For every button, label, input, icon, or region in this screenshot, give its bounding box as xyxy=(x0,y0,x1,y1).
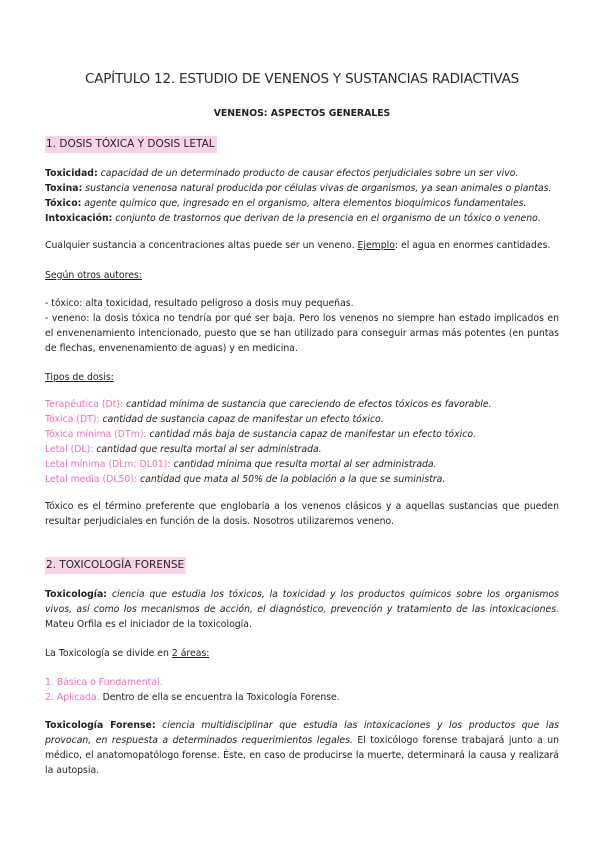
definition-term: Toxicidad: xyxy=(45,168,98,179)
section-1-heading: 1. DOSIS TÓXICA Y DOSIS LETAL xyxy=(45,136,217,153)
toxicologia-term: Toxicología: xyxy=(45,589,107,600)
areas-list xyxy=(45,675,559,705)
dose-term: Letal mínima (DLm; DL01): xyxy=(45,459,171,470)
definition-text: sustancia venenosa natural producida por células vivas de organismos, ya sean animales o plantas. xyxy=(85,183,552,194)
dose-term: Tóxica mínima (DTm): xyxy=(45,429,147,440)
definition-item xyxy=(45,181,559,196)
example-text-pre: Cualquier sustancia a concentraciones altas puede ser un veneno. xyxy=(45,240,358,251)
dose-text: cantidad mínima de sustancia que careciendo de efectos tóxicos es favorable. xyxy=(126,399,492,410)
chapter-title: CAPÍTULO 12. ESTUDIO DE VENENOS Y SUSTANCIAS RADIACTIVAS xyxy=(84,71,519,87)
dose-text: cantidad que mata al 50% de la población a la que se suministra. xyxy=(140,474,446,485)
doses-label xyxy=(45,370,559,385)
dose-text: cantidad que resulta mortal al ser administrada. xyxy=(96,444,322,455)
dose-term: Terapéutica (Dt): xyxy=(45,399,124,410)
dose-item xyxy=(45,472,559,487)
definitions-list xyxy=(45,166,559,226)
area-label: 2. Aplicada. xyxy=(45,692,100,703)
dose-item xyxy=(45,457,559,472)
definition-item xyxy=(45,211,559,226)
section-subtitle: VENENOS: ASPECTOS GENERALES xyxy=(213,108,391,119)
area-text: Dentro de ella se encuentra la Toxicología Forense. xyxy=(102,692,340,703)
dose-term: Letal media (DL50): xyxy=(45,474,138,485)
dose-text: cantidad mínima que resulta mortal al ser administrada. xyxy=(173,459,437,470)
closing-paragraph xyxy=(45,499,559,529)
authors-item-veneno: - veneno: la dosis tóxica no tendría por qué ser baja. Pero los venenos no siempre han estado implicados en el envenenamiento intencionado, puesto que se han utilizado para conseguir armas más potentes (en puntas de flechas, envenenamiento de aguas) y en medicina. xyxy=(45,313,559,354)
forense-term: Toxicología Forense: xyxy=(45,720,156,731)
authors-item-toxico: - tóxico: alta toxicidad, resultado peligroso a dosis muy pequeñas. xyxy=(45,298,354,309)
example-label: Ejemplo xyxy=(357,240,395,251)
definition-text: conjunto de trastornos que derivan de la presencia en el organismo de un tóxico o veneno. xyxy=(115,213,541,224)
definition-text: capacidad de un determinado producto de causar efectos perjudiciales sobre un ser vivo. xyxy=(100,168,519,179)
dose-term: Letal (DL): xyxy=(45,444,94,455)
definition-term: Intoxicación: xyxy=(45,213,113,224)
areas-count: 2 áreas: xyxy=(171,648,210,659)
example-paragraph xyxy=(45,238,559,253)
forense-note: El toxicólogo forense trabajará junto a un médico, el anatomopatólogo forense. Éste, en caso de producirse la muerte, determinará la causa y realizará la autopsia. xyxy=(45,735,559,776)
areas-intro xyxy=(45,646,559,661)
authors-list xyxy=(45,296,559,356)
dose-text: cantidad de sustancia capaz de manifestar un efecto tóxico. xyxy=(102,414,384,425)
toxicologia-definition: ciencia que estudia los tóxicos, la toxicidad y los productos químicos sobre los organismos vivos, así como los mecanismos de acción, el diagnóstico, prevención y tratamiento de las intoxicaciones. xyxy=(45,589,559,615)
definition-term: Toxina: xyxy=(45,183,83,194)
definition-term: Tóxico: xyxy=(45,198,82,209)
forense-definition: ciencia multidisciplinar que estudia las intoxicaciones y los productos que las provocan, en respuesta a determinados requerimientos legales. xyxy=(45,720,559,746)
dose-term: Tóxica (DT): xyxy=(45,414,100,425)
dose-text: cantidad más baja de sustancia capaz de manifestar un efecto tóxico. xyxy=(149,429,476,440)
dose-item xyxy=(45,442,559,457)
forense-paragraph xyxy=(45,718,559,778)
closing-text: Tóxico es el término preferente que englobaría a los venenos clásicos y a aquellas sustancias que pueden resultar perjudiciales en función de la dosis. Nosotros utilizaremos veneno. xyxy=(45,501,559,527)
authors-label xyxy=(45,268,559,283)
definition-text: agente químico que, ingresado en el organismo, altera elementos bioquímicos fundamentales. xyxy=(84,198,527,209)
areas-intro-text: La Toxicología se divide en xyxy=(45,648,172,659)
area-item-basica: 1. Básica o Fundamental. xyxy=(45,677,163,688)
definition-item xyxy=(45,196,559,211)
dose-item xyxy=(45,412,559,427)
dose-item xyxy=(45,427,559,442)
definition-item xyxy=(45,166,559,181)
toxicologia-paragraph xyxy=(45,587,559,632)
authors-label-text: Según otros autores: xyxy=(45,270,142,281)
section-2-heading: 2. TOXICOLOGÍA FORENSE xyxy=(45,557,186,574)
area-item-aplicada xyxy=(45,690,559,705)
dose-item xyxy=(45,397,559,412)
doses-list xyxy=(45,397,559,487)
doses-label-text: Tipos de dosis: xyxy=(45,372,114,383)
toxicologia-note: Mateu Orfila es el iniciador de la toxicología. xyxy=(45,619,252,630)
example-text-post: : el agua en enormes cantidades. xyxy=(394,240,551,251)
